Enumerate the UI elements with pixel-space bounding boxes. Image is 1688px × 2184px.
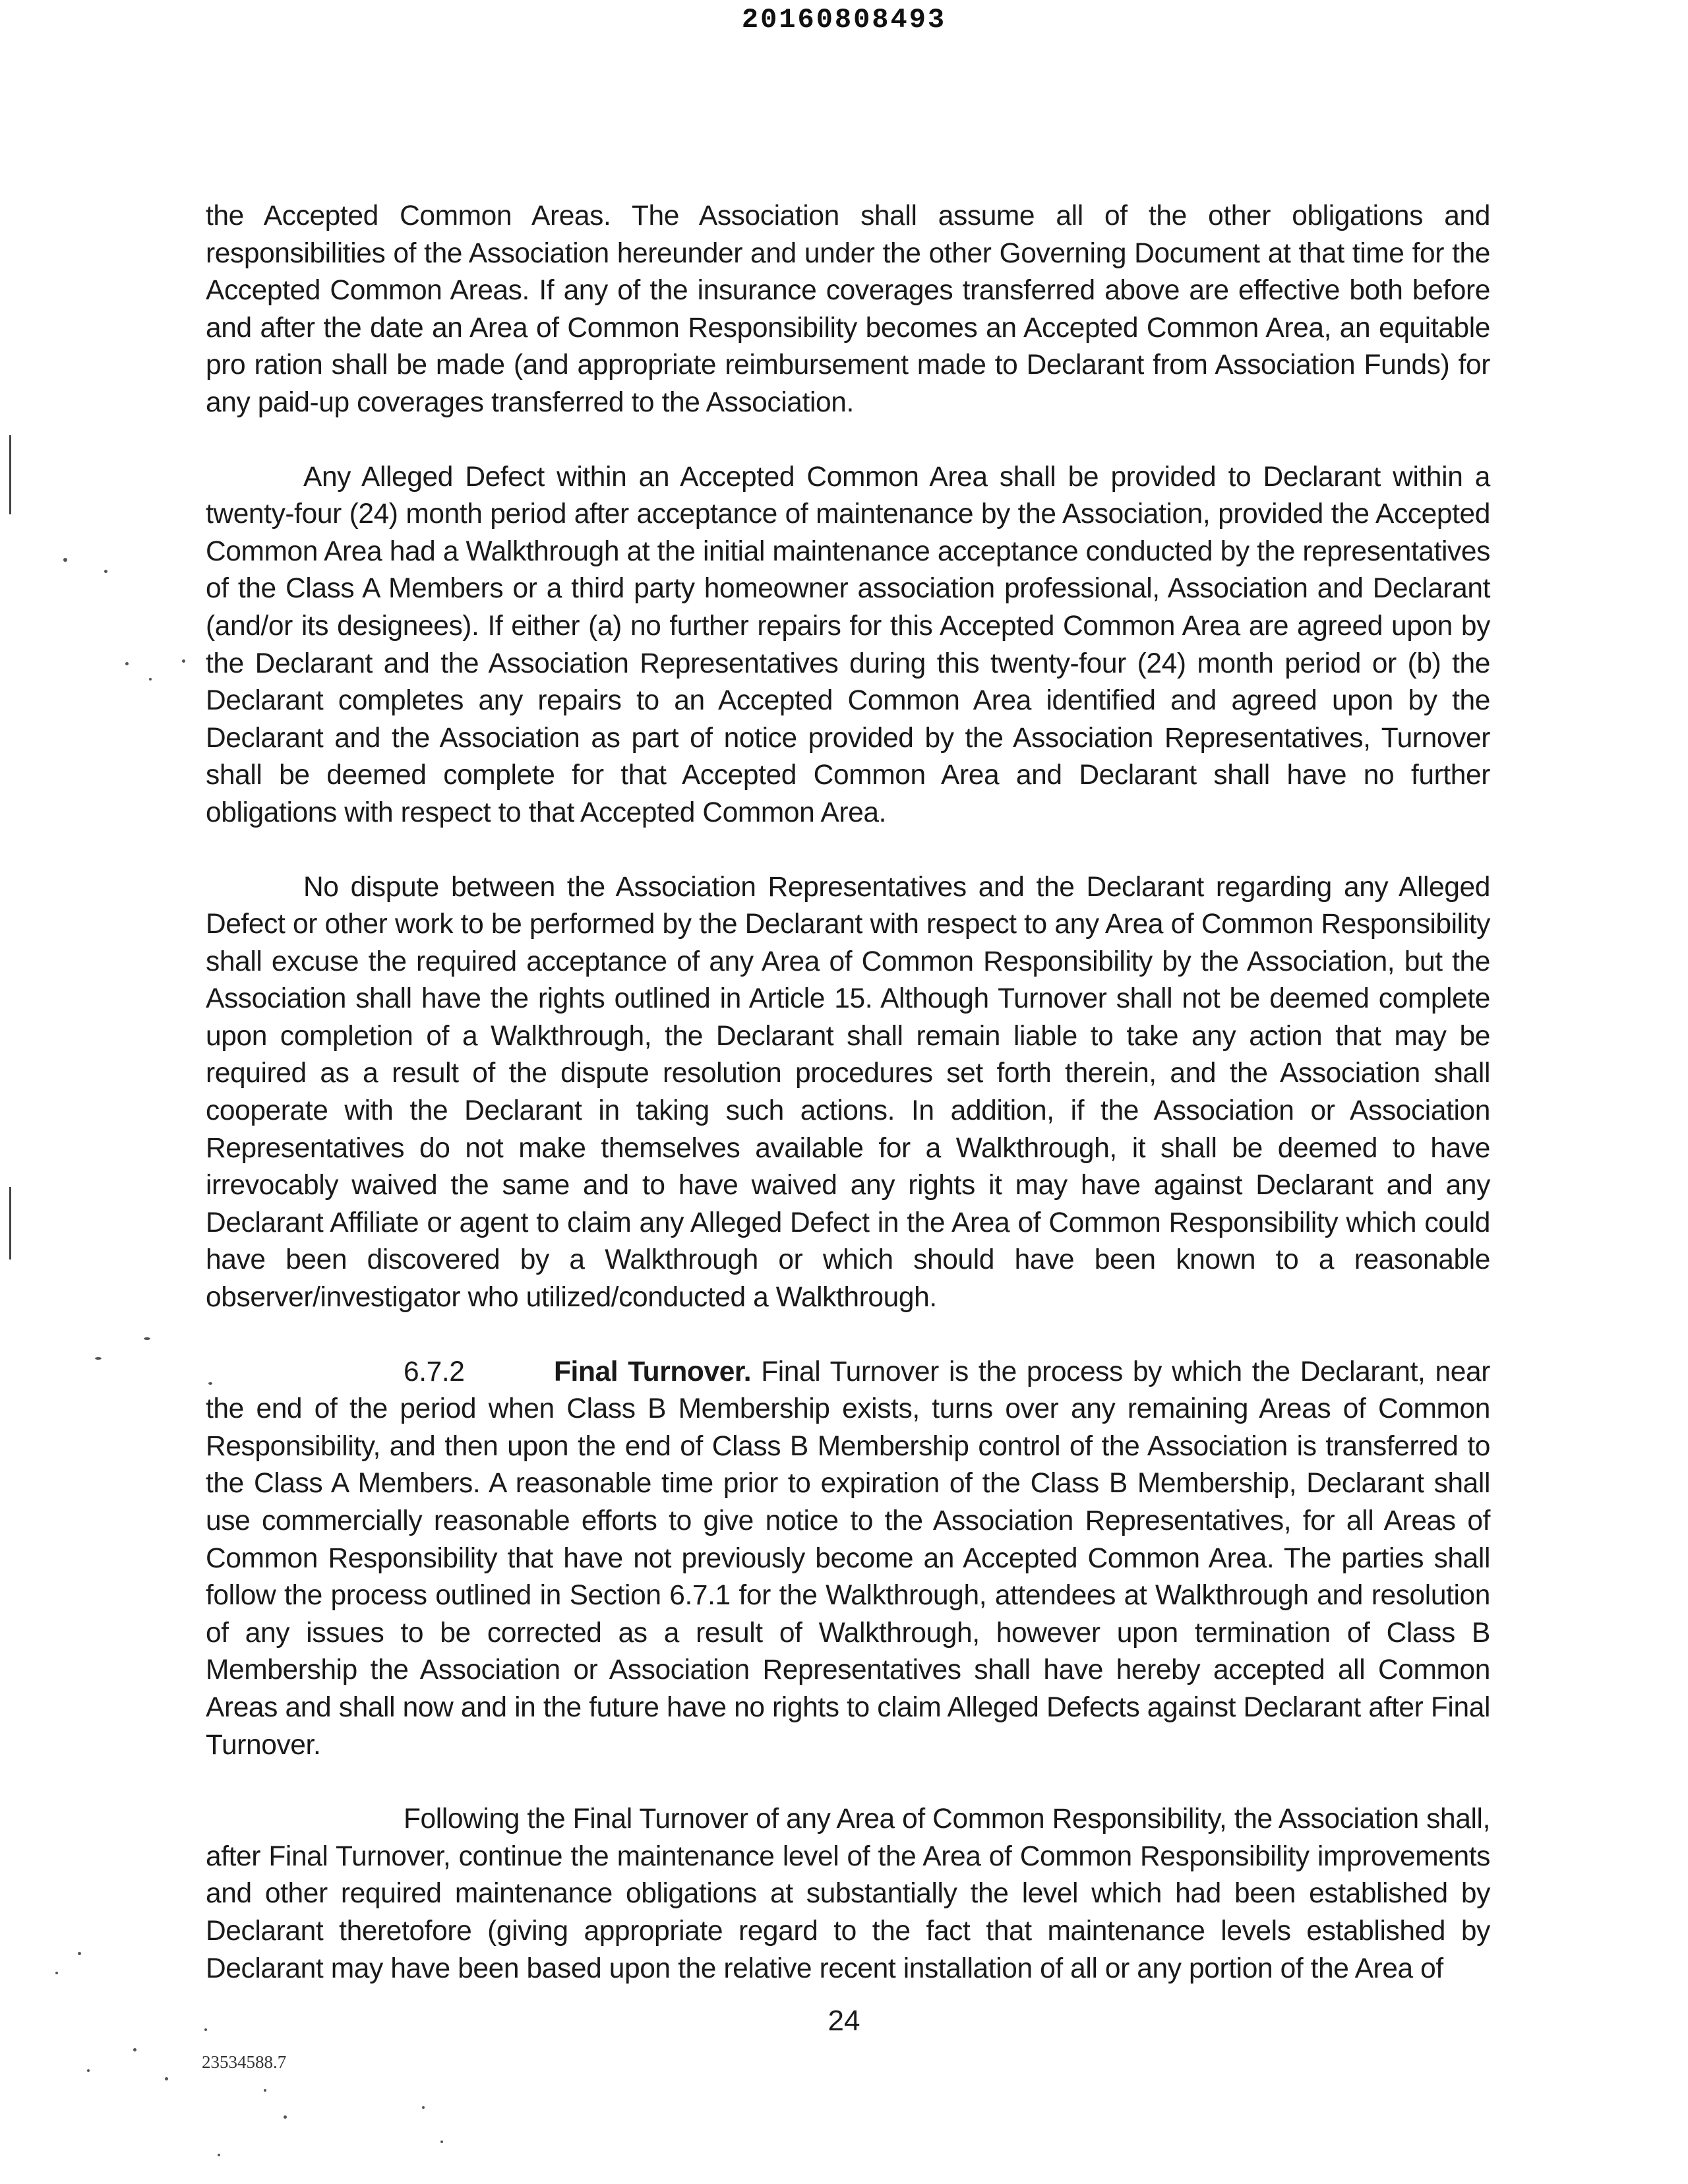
paragraph-accepted-common-areas: the Accepted Common Areas. The Association shall assume all of the other obligations and responsibilities of the Association hereunder and under the other Governing Document at that time for the Accepted Common Areas. If any of the insurance coverages transferred above are effective both before and after the date an Area of Common Responsibility becomes an Accepted Common Area, an equitable pro ration shall be made (and appropriate reimbursement made to Declarant from Association Funds) for any paid-up coverages transferred to the Association. <box>206 200 1490 418</box>
scan-speck <box>182 659 185 663</box>
scan-speck <box>208 1382 212 1385</box>
scan-mark <box>9 435 11 514</box>
page-number: 24 <box>828 2005 860 2037</box>
section-title: Final Turnover. <box>554 1356 752 1387</box>
document-id: 23534588.7 <box>202 2052 287 2072</box>
scan-speck <box>133 2048 136 2051</box>
scan-speck <box>95 1357 102 1360</box>
scan-speck <box>149 678 152 681</box>
scan-speck <box>440 2140 443 2143</box>
document-body <box>206 198 1490 1987</box>
section-number: 6.7.2 <box>404 1356 465 1387</box>
scan-speck <box>218 2154 220 2156</box>
paragraph-alleged-defect: Any Alleged Defect within an Accepted Common Area shall be provided to Declarant within a twenty-four (24) month period after acceptance of maintenance by the Association, provided the Accepted Common Area had a Walkthrough at the initial maintenance acceptance conducted by the representatives of the Class A Members or a third party homeowner association professional, Association and Declarant (and/or its designees). If either (a) no further repairs for this Accepted Common Area are agreed upon by the Declarant and the Association Representatives during this twenty-four (24) month period or (b) the Declarant completes any repairs to an Accepted Common Area identified and agreed upon by the Declarant and the Association as part of notice provided by the Association Representatives, Turnover shall be deemed complete for that Accepted Common Area and Declarant shall have no further obligations with respect to that Accepted Common Area. <box>206 461 1490 828</box>
scan-speck <box>55 1972 58 1974</box>
scan-mark <box>9 1187 11 1259</box>
scan-speck <box>422 2106 425 2109</box>
scan-speck <box>284 2115 287 2119</box>
paragraph-following-final-turnover: Following the Final Turnover of any Area of Common Responsibility, the Association shall, after Final Turnover, continue the maintenance level of the Area of Common Responsibility improvements and other required maintenance obligations at substantially the level which had been established by Declarant theretofore (giving appropriate regard to the fact that maintenance levels established by Declarant may have been based upon the relative recent installation of all or any portion of the Area of <box>206 1804 1490 1984</box>
section-text: Final Turnover is the process by which the Declarant, near the end of the period when Class B Membership exists, turns over any remaining Areas of Common Responsibility, and then upon the end of Class B Membership control of the Association is transferred to the Class A Members. A reasonable time prior to expiration of the Class B Membership, Declarant shall use commercially reasonable efforts to give notice to the Association Representatives, for all Areas of Common Responsibility that have not previously become an Accepted Common Area. The parties shall follow the process outlined in Section 6.7.1 for the Walkthrough, attendees at Walkthrough and resolution of any issues to be corrected as a result of Walkthrough, however upon termination of Class B Membership the Association or Association Representatives shall have hereby accepted all Common Areas and shall now and in the future have no rights to claim Alleged Defects against Declarant after Final Turnover. <box>206 1356 1490 1761</box>
paragraph-no-dispute: No dispute between the Association Representatives and the Declarant regarding any Alleged Defect or other work to be performed by the Declarant with respect to any Area of Common Responsibility shall excuse the required acceptance of any Area of Common Responsibility by the Association, but the Association shall have the rights outlined in Article 15. Although Turnover shall not be deemed complete upon completion of a Walkthrough, the Declarant shall remain liable to take any action that may be required as a result of the dispute resolution procedures set forth therein, and the Association shall cooperate with the Declarant in taking such actions. In addition, if the Association or Association Representatives do not make themselves available for a Walkthrough, it shall be deemed to have irrevocably waived the same and to have waived any rights it may have against Declarant and any Declarant Affiliate or agent to claim any Alleged Defect in the Area of Common Responsibility which could have been discovered by a Walkthrough or which should have been known to a reasonable observer/investigator who utilized/conducted a Walkthrough. <box>206 871 1490 1314</box>
scan-speck <box>264 2089 266 2092</box>
scan-speck <box>144 1337 150 1340</box>
scan-speck <box>78 1952 81 1955</box>
scan-speck <box>104 570 107 573</box>
scan-speck <box>87 2069 90 2072</box>
scan-speck <box>165 2077 168 2080</box>
scan-speck <box>125 662 129 665</box>
section-final-turnover <box>206 1354 1490 1765</box>
recording-number: 20160808493 <box>741 4 947 36</box>
scan-speck <box>63 558 67 562</box>
scan-speck <box>204 2028 207 2031</box>
